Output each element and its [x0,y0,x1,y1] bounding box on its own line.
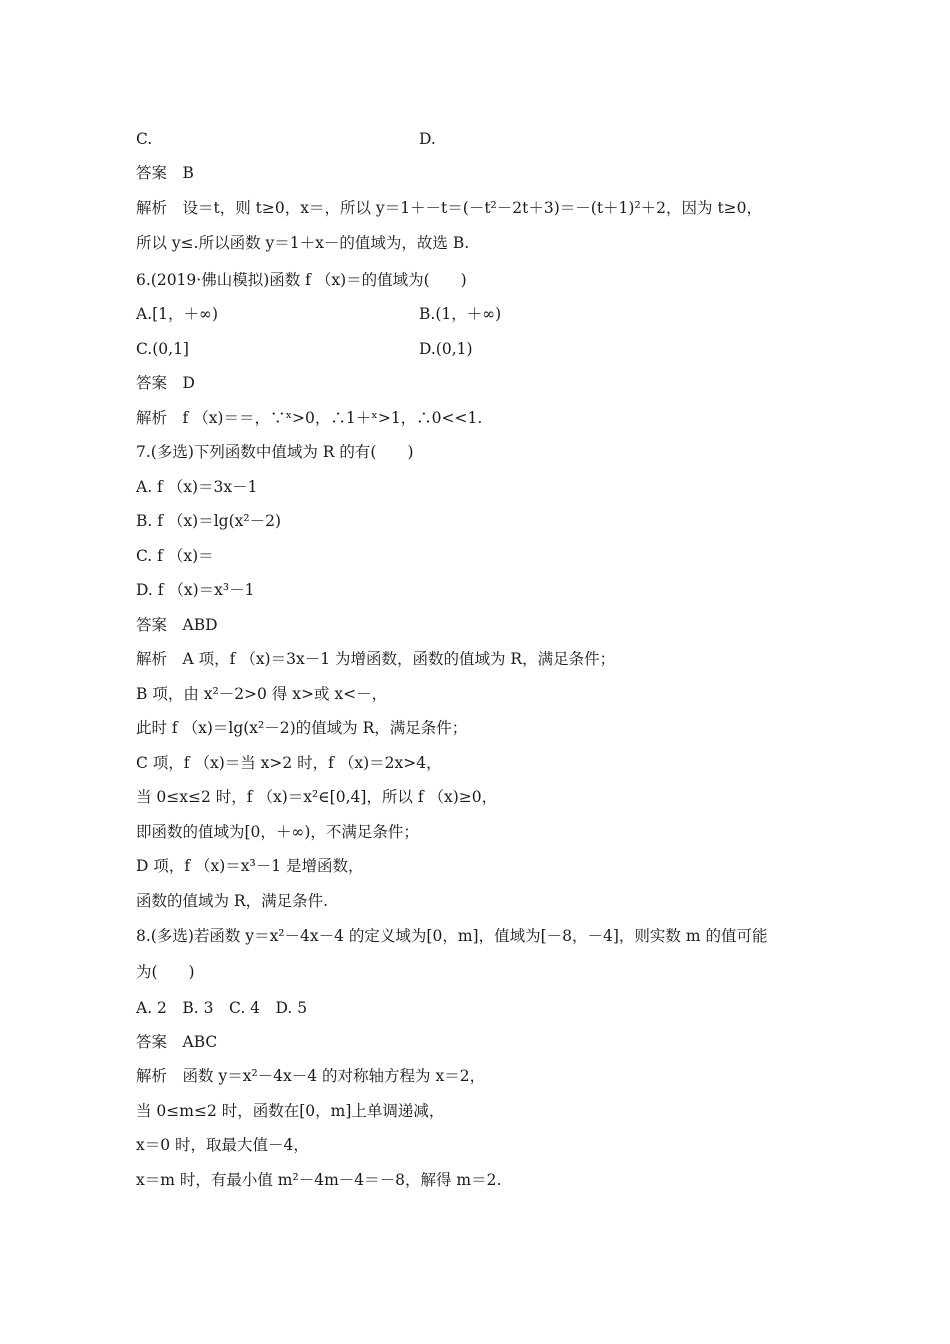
q6-answer [136,373,195,393]
q8-analysis-line-4: x＝m 时，有最小值 m²－4m－4＝－8，解得 m＝2. [136,1171,502,1189]
q7-analysis-line-5: 当 0≤x≤2 时，f （x)＝x²∈[0,4]，所以 f （x)≥0， [136,788,498,806]
q7-option-b: B. f （x)＝lg(x²－2) [136,512,281,530]
q7-analysis-line-1 [136,649,615,669]
answer-label: 答案 [136,616,168,634]
q7-analysis-line-7: D 项，f （x)＝x³－1 是增函数， [136,857,364,875]
q6-options-row-1 [136,304,502,324]
answer-value: ABD [182,616,218,634]
q7-option-c: C. f （x)＝ [136,547,214,565]
q6-stem: 6.(2019·佛山模拟)函数 f （x)＝的值域为( ) [136,271,467,289]
answer-label: 答案 [136,374,168,392]
answer-label: 答案 [136,164,168,182]
q8-analysis-line-3: x＝0 时，取最大值－4， [136,1136,309,1154]
q8-stem-line-2: 为( ) [136,963,195,981]
q6-option-a: A.[1，＋∞) [136,305,218,323]
analysis-text: 函数 y＝x²－4x－4 的对称轴方程为 x＝2， [182,1067,486,1085]
q6-analysis [136,408,482,428]
analysis-text: A 项，f （x)＝3x－1 为增函数，函数的值域为 R，满足条件； [182,650,616,668]
q5-analysis-line-1 [136,198,762,218]
q7-analysis-line-2: B 项，由 x²－2>0 得 x>或 x<－， [136,685,388,703]
q5-option-d: D. [419,130,436,148]
q5-option-c: C. [136,130,153,148]
analysis-label: 解析 [136,199,168,217]
answer-value: B [182,164,194,182]
q6-option-c: C.(0,1] [136,340,189,358]
q7-analysis-line-6: 即函数的值域为[0，＋∞)，不满足条件； [136,823,419,841]
q6-option-b: B.(1，＋∞) [419,305,502,323]
q7-analysis-line-8: 函数的值域为 R，满足条件. [136,892,329,910]
q7-answer [136,615,218,635]
q5-answer [136,163,194,183]
q5-options-row [136,129,436,149]
q7-option-a: A. f （x)＝3x－1 [136,478,258,496]
q7-option-d: D. f （x)＝x³－1 [136,581,255,599]
q8-options: A. 2 B. 3 C. 4 D. 5 [136,999,308,1017]
q8-stem-line-1: 8.(多选)若函数 y＝x²－4x－4 的定义域为[0，m]，值域为[－8，－4]，则实数 m 的值可能 [136,927,768,945]
analysis-label: 解析 [136,409,168,427]
answer-label: 答案 [136,1033,168,1051]
q7-analysis-line-4: C 项，f （x)＝当 x>2 时，f （x)＝2x>4， [136,754,442,772]
q5-analysis-line-2: 所以 y≤.所以函数 y＝1＋x－的值域为，故选 B. [136,234,470,252]
q7-analysis-line-3: 此时 f （x)＝lg(x²－2)的值域为 R，满足条件； [136,719,468,737]
q8-analysis-line-1 [136,1066,485,1086]
analysis-text: f （x)＝＝，∵ˣ>0，∴1＋ˣ>1，∴0<<1. [182,409,483,427]
q6-options-row-2 [136,339,473,359]
analysis-label: 解析 [136,1067,168,1085]
q8-answer [136,1032,217,1052]
q8-analysis-line-2: 当 0≤m≤2 时，函数在[0，m]上单调递减， [136,1102,445,1120]
analysis-label: 解析 [136,650,168,668]
q6-option-d: D.(0,1) [419,340,473,358]
analysis-text: 设＝t，则 t≥0，x＝，所以 y＝1＋－t＝(－t²－2t＋3)＝－(t＋1)²＋2，因为 t≥0， [182,199,763,217]
answer-value: ABC [182,1033,218,1051]
q7-stem: 7.(多选)下列函数中值域为 R 的有( ) [136,443,414,461]
answer-value: D [182,374,195,392]
